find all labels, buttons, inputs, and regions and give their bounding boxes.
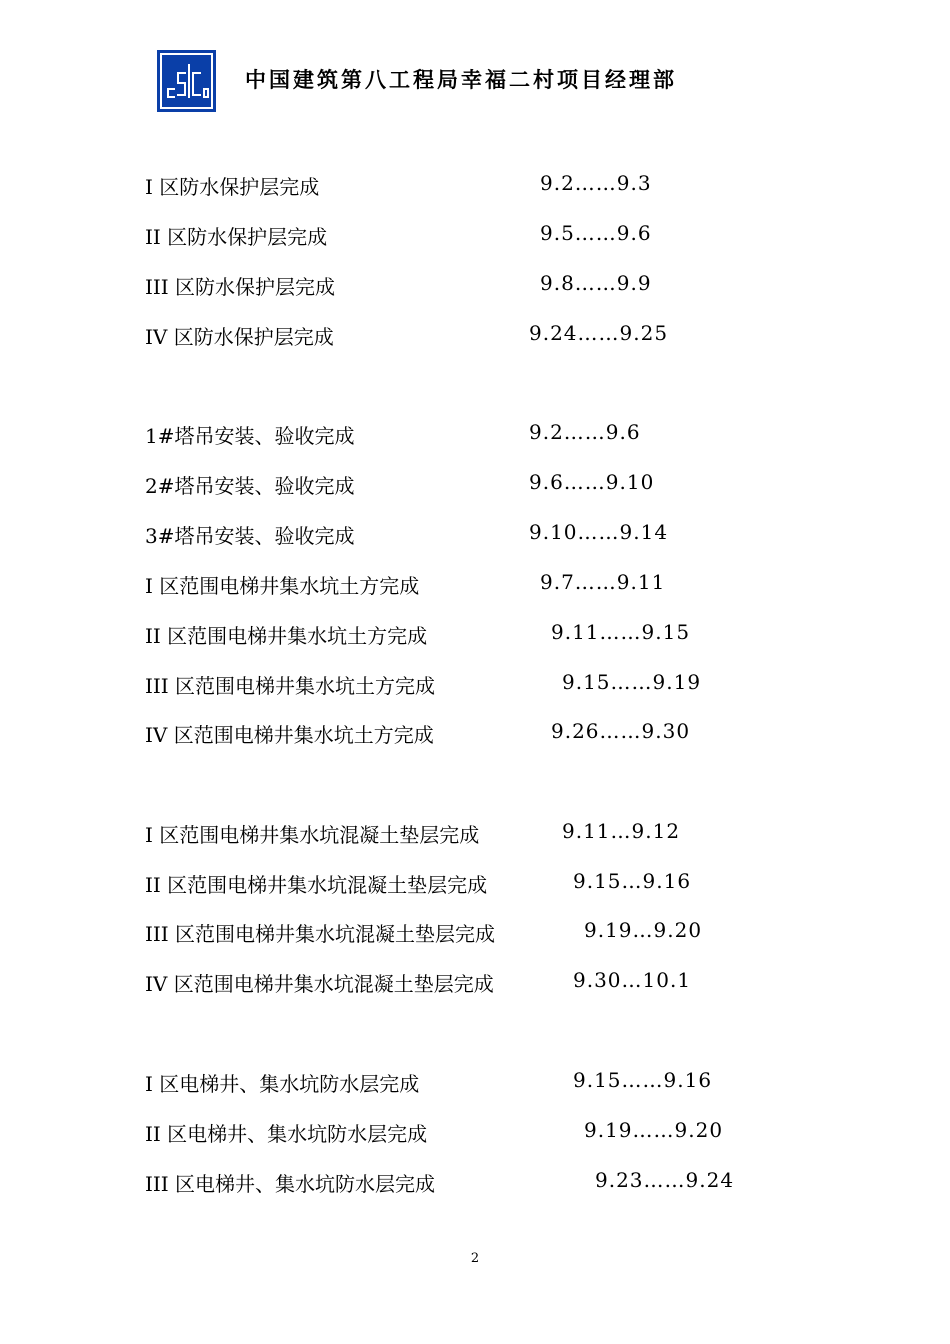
schedule-row [145,321,845,349]
schedule-row [145,520,845,548]
page-number: 2 [470,1251,480,1266]
task-name: 3#塔吊安装、验收完成 [145,524,355,548]
task-date-range: 9.15……9.19 [562,670,702,694]
task-name: I 区防水保护层完成 [145,175,320,199]
task-date-range: 9.6……9.10 [529,470,655,494]
task-date-range: 9.23……9.24 [595,1168,735,1192]
task-name: IV 区范围电梯井集水坑土方完成 [145,723,434,747]
task-date-range: 9.11……9.15 [551,620,691,644]
schedule-row [145,1168,845,1196]
schedule-row [145,670,845,698]
task-name: I 区范围电梯井集水坑土方完成 [145,574,420,598]
task-name: I 区范围电梯井集水坑混凝土垫层完成 [145,823,480,847]
organization-name: 中国建筑第八工程局幸福二村项目经理部 [245,68,677,92]
task-name: I 区电梯井、集水坑防水层完成 [145,1072,420,1096]
task-date-range: 9.24……9.25 [529,321,669,345]
task-date-range: 9.5……9.6 [540,221,652,245]
task-name: IV 区范围电梯井集水坑混凝土垫层完成 [145,972,494,996]
task-name: III 区范围电梯井集水坑混凝土垫层完成 [145,922,496,946]
task-date-range: 9.8……9.9 [540,271,652,295]
task-date-range: 9.7……9.11 [540,570,666,594]
task-date-range: 9.19……9.20 [584,1118,724,1142]
schedule-row [145,620,845,648]
task-name: II 区范围电梯井集水坑土方完成 [145,624,428,648]
page-header [157,50,757,112]
schedule-row [145,420,845,448]
task-date-range: 9.30…10.1 [573,968,692,992]
task-date-range: 9.19…9.20 [584,918,703,942]
schedule-row [145,570,845,598]
task-name: 1#塔吊安装、验收完成 [145,424,355,448]
schedule-row [145,719,845,747]
task-date-range: 9.10……9.14 [529,520,669,544]
schedule-row [145,1118,845,1146]
task-name: II 区电梯井、集水坑防水层完成 [145,1122,428,1146]
cscec-logo [157,50,216,112]
schedule-row [145,1068,845,1096]
task-name: II 区防水保护层完成 [145,225,328,249]
task-date-range: 9.2……9.3 [540,171,652,195]
task-name: II 区范围电梯井集水坑混凝土垫层完成 [145,873,488,897]
task-name: III 区防水保护层完成 [145,275,336,299]
task-date-range: 9.15…9.16 [573,869,692,893]
task-date-range: 9.11…9.12 [562,819,681,843]
schedule-row [145,819,845,847]
task-date-range: 9.15……9.16 [573,1068,713,1092]
schedule-row [145,918,845,946]
schedule-row [145,221,845,249]
schedule-row [145,968,845,996]
task-name: 2#塔吊安装、验收完成 [145,474,355,498]
task-name: III 区范围电梯井集水坑土方完成 [145,674,436,698]
schedule-row [145,271,845,299]
task-name: IV 区防水保护层完成 [145,325,334,349]
schedule-row [145,869,845,897]
task-name: III 区电梯井、集水坑防水层完成 [145,1172,436,1196]
task-date-range: 9.2……9.6 [529,420,641,444]
schedule-row [145,171,845,199]
task-date-range: 9.26……9.30 [551,719,691,743]
schedule-row [145,470,845,498]
